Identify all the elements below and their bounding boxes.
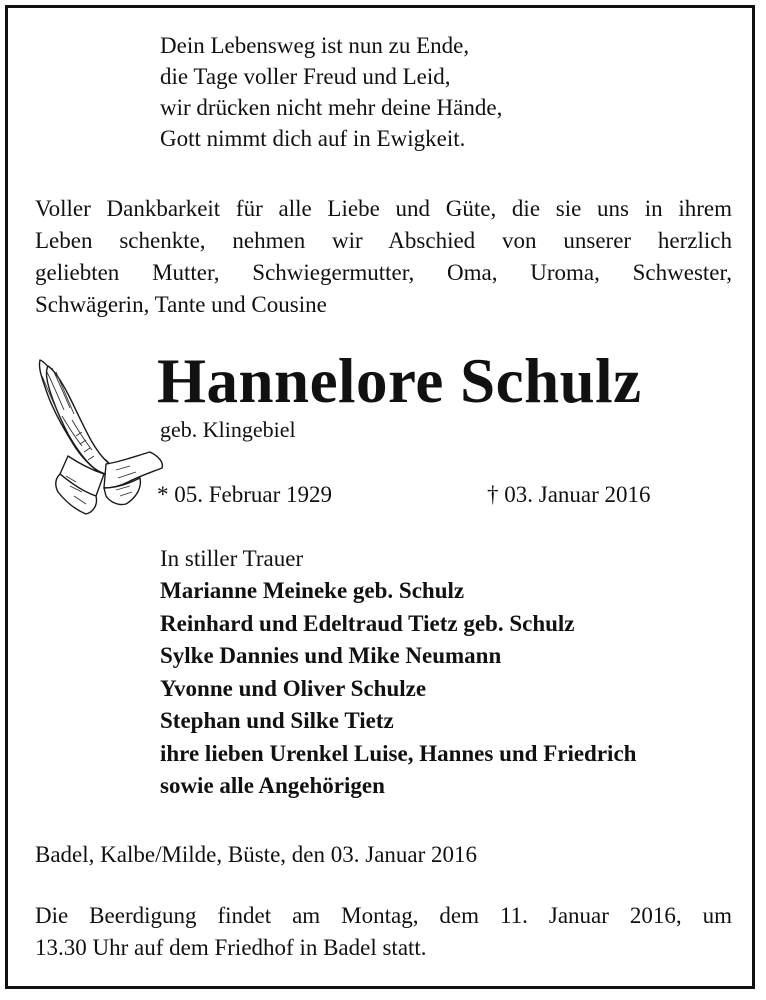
funeral-line: Die Beerdigung findet am Montag, dem 11. Januar 2016, um — [35, 903, 732, 928]
intro-line: Schwägerin, Tante und Cousine — [35, 292, 327, 317]
mourner-line: sowie alle Angehörigen — [160, 773, 385, 798]
mourner-line: Stephan und Silke Tietz — [160, 708, 394, 733]
intro-line: Voller Dankbarkeit für alle Liebe und Güte, die sie uns in ihrem — [35, 196, 732, 221]
mourner-line: Yvonne und Oliver Schulze — [160, 675, 427, 701]
mourners-list — [160, 575, 636, 803]
poem-line: die Tage voller Freud und Leid, — [160, 64, 451, 89]
praying-hands-icon — [32, 356, 167, 518]
mourner-line: Marianne Meineke geb. Schulz — [160, 578, 465, 603]
intro-paragraph — [35, 193, 732, 321]
deceased-name: Hannelore Schulz — [157, 346, 642, 416]
maiden-name: geb. Klingebiel — [160, 417, 296, 442]
intro-line: Leben schenkte, nehmen wir Abschied von unserer herzlich — [35, 228, 732, 253]
poem-line: Dein Lebensweg ist nun zu Ende, — [160, 33, 470, 58]
mourner-line: Sylke Dannies und Mike Neumann — [160, 643, 502, 668]
poem — [160, 30, 502, 154]
place-date: Badel, Kalbe/Milde, Büste, den 03. Januar 2016 — [35, 842, 478, 867]
death-date: † 03. Januar 2016 — [487, 482, 651, 507]
birth-date: * 05. Februar 1929 — [157, 482, 333, 507]
mourner-line: ihre lieben Urenkel Luise, Hannes und Friedrich — [160, 740, 637, 766]
mourner-line: Reinhard und Edeltraud Tietz geb. Schulz — [160, 610, 575, 636]
funeral-notice — [35, 900, 732, 964]
intro-line: geliebten Mutter, Schwiegermutter, Oma, Uroma, Schwester, — [35, 260, 732, 285]
poem-line: wir drücken nicht mehr deine Hände, — [160, 95, 503, 120]
funeral-line: 13.30 Uhr auf dem Friedhof in Badel statt. — [35, 935, 427, 960]
poem-line: Gott nimmt dich auf in Ewigkeit. — [160, 126, 466, 151]
mourning-label: In stiller Trauer — [160, 546, 304, 571]
